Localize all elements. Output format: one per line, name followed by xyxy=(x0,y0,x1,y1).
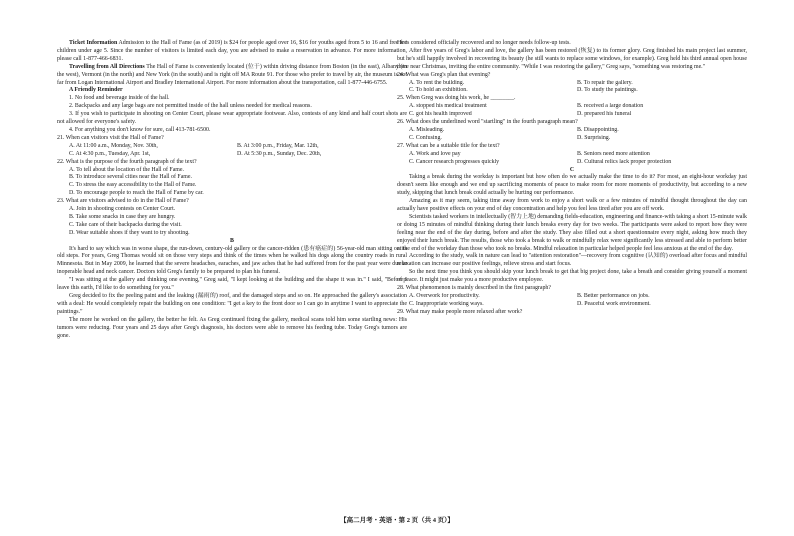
option-b: B. Take some snacks in case they are hungry. xyxy=(69,213,176,220)
passage-b-paragraph: After five years of Greg's labor and love, the gallery has been restored (恢复) to its former glory. Greg finished his main project last summer, but he's still happily involved in recovering its beauty (he still wants to replace some windows, for example). Greg held his third annual open house there near Christmas, inviting the entire community. "While I was restoring the gallery," Greg says, "something was restoring me." xyxy=(397,47,747,70)
passage-c-paragraph: Amazing as it may seem, taking time away from work to enjoy a short walk or a few minutes of mindful thought throughout the day can actually have positive effects on your end of day concentration and help you feel less tired after you are off work. xyxy=(397,198,747,213)
option-d: D. Surprising. xyxy=(577,134,611,141)
option-a: A. Join in shooting contests on Center Court. xyxy=(69,206,176,213)
option-b: B. To introduce several cities near the Hall of Fame. xyxy=(69,174,192,181)
question-24: 24. What was Greg's plan that evening? xyxy=(397,71,491,78)
option-a: A. Overwork for productivity. xyxy=(409,293,480,299)
option-d: D. Peaceful work environment. xyxy=(577,300,651,307)
option-c: C. got his health improved xyxy=(409,111,472,118)
passage-b-paragraph: The more he worked on the gallery, the better he felt. As Greg continued fixing the gallery, medical scans told him some startling news: His tumors were reducing. Four years and 25 days after Greg's diagnosis, his doctors were able to remove his feeding tube. Today Greg's tumors are gone. xyxy=(57,316,407,339)
option-d: D. Cultural relics lack proper protection xyxy=(577,158,672,165)
question-28-options xyxy=(397,293,747,309)
option-b: B. Disappointing. xyxy=(577,126,619,133)
question-21: 21. When can visitors visit the Hall of Fame? xyxy=(57,134,164,141)
travel-heading: Travelling from All Directions xyxy=(69,63,145,70)
option-a: A. stopped his medical treatment xyxy=(409,103,487,110)
option-c: C. Cancer research progresses quickly xyxy=(409,158,500,165)
passage-b-paragraph: "I was sitting at the gallery and thinking one evening," Greg said, "I kept looking at the building and the shape it was in." I said, "Before I leave this earth, I'd like to do something for you." xyxy=(57,277,407,292)
option-b: B. To repair the gallery. xyxy=(577,79,633,86)
reminder-item: 3. If you wish to participate in shooting on Center Court, please wear appropriate footwear. Also, contests of any kind and half court shots are not allowed for everyone's safety. xyxy=(57,111,407,126)
option-a: A. Misleading. xyxy=(409,126,445,133)
passage-c-paragraph: So the next time you think you should skip your lunch break to get that big project done, take a breath and consider giving yourself a moment of peace. It might just make you a more productive employee. xyxy=(397,269,747,284)
question-26-options xyxy=(397,127,747,143)
option-d: D. prepared his funeral xyxy=(577,111,632,118)
passage-c-paragraph: Taking a break during the workday is important but how often do we actually make the time to do it? For most, an eight-hour workday just doesn't seem like enough and we end up sacrificing moments of peace to make room for more moments of productivity, but according to a new study, skipping that lunch break could actually be hurting our performance. xyxy=(397,174,747,197)
option-c: C. At 4:30 p.m., Tuesday, Apr. 1st, xyxy=(69,150,151,157)
option-a: A. At 11:00 a.m., Monday, Nov. 30th, xyxy=(69,142,158,149)
question-27: 27. What can be a suitable title for the text? xyxy=(397,142,500,149)
ticket-paragraph xyxy=(57,40,407,64)
question-21-options xyxy=(57,143,407,159)
right-column xyxy=(397,40,747,317)
question-27-options xyxy=(397,151,747,167)
travel-paragraph xyxy=(57,64,407,88)
passage-b-paragraph: He is considered officially recovered and no longer needs follow-up tests. xyxy=(397,40,571,46)
option-a: A. Work and love pay xyxy=(409,150,461,157)
option-b: B. Seniors need more attention xyxy=(577,150,650,157)
ticket-heading: Ticket Information xyxy=(69,40,118,46)
left-column xyxy=(57,40,407,340)
option-c: C. To stress the easy accessibility to the Hall of Fame. xyxy=(69,182,197,189)
ticket-text: Admission to the Hall of Fame (as of 2019) is $24 for people aged over 16, $16 for youths aged from 5 to 16 and free for children under age 5. Since the number of visitors is limited each day, you are advised to make a reservation in advance. For more information, please call 1-877-466-6831. xyxy=(57,40,407,62)
option-b: B. At 3:00 p.m., Friday, Mar. 12th, xyxy=(237,142,319,149)
option-c: C. Take care of their backpacks during the visit. xyxy=(69,221,182,228)
option-a: A. To rent the building. xyxy=(409,79,465,86)
passage-b-paragraph: It's hard to say which was in worse shape, the run-down, century-old gallery or the cancer-ridden (患有癌症的) 56-year-old man sitting on its old steps. For years, Greg Thomas would sit on those very steps and think of the times when he walked his dogs along the country roads in rural Minnesota. But in May 2009, he learned that the severe headaches, earaches, and jaw aches that he had suffered from for the past year were due to inoperable head and neck cancer. Doctors told Greg's family to be prepared to plan his funeral. xyxy=(57,245,407,276)
reminder-item: 2. Backpacks and any large bags are not permitted inside of the hall unless needed for medical reasons. xyxy=(69,103,312,110)
passage-c-paragraph: According to the study, walk in nature can lead to "attention restoration"—recovery from cognitive (认知的) overload after focus and mindful relaxation can increase our positive feelings, relieve stress and start focus. xyxy=(397,253,747,268)
section-c-title: C xyxy=(569,166,575,173)
reminder-item: 1. No food and beverage inside of the hall. xyxy=(69,95,170,102)
option-a: A. To tell about the location of the Hall of Fame. xyxy=(69,166,184,173)
question-25: 25. When Greg was doing his work, he ________. xyxy=(397,95,516,102)
option-c: C. To hold an exhibition. xyxy=(409,87,468,94)
section-b-title: B xyxy=(230,237,234,244)
reminder-item: 4. For anything you don't know for sure, call 413-781-6500. xyxy=(69,126,211,133)
option-d: D. Wear suitable shoes if they want to try shooting. xyxy=(69,229,190,236)
travel-text: The Hall of Fame is conveniently located (位于) within driving distance from Boston (in the east), Albany (in the west), Vermont (in the north) and New York (in the south) and is right off MA Route 91. For those who prefer to travel by air, the museum is not far from Logan International Airport and Bradley International Airport. For more information about the transportation, call 1-877-446-6755. xyxy=(57,63,407,86)
page-footer: 【高二月考・英语・第 2 页（共 4 页）】 xyxy=(340,517,454,524)
question-28: 28. What phenomenon is mainly described in the first paragraph? xyxy=(397,285,551,292)
option-b: B. Better performance on jobs. xyxy=(577,293,650,299)
option-d: D. To encourage people to reach the Hall of Fame by car. xyxy=(69,190,204,197)
question-24-options xyxy=(397,80,747,96)
option-b: B. received a large donation xyxy=(577,103,644,110)
option-d: D. To study the paintings. xyxy=(577,87,638,94)
question-25-options xyxy=(397,103,747,119)
option-c: C. Confusing. xyxy=(409,134,442,141)
question-26: 26. What does the underlined word "startling" in the fourth paragraph mean? xyxy=(397,119,578,126)
option-c: C. Inappropriate working ways. xyxy=(409,300,484,307)
option-d: D. At 5:30 p.m., Sunday, Dec. 20th, xyxy=(237,150,322,157)
question-22: 22. What is the purpose of the fourth paragraph of the text? xyxy=(57,158,197,165)
passage-b-paragraph: Greg decided to fix the peeling paint and the leaking (漏雨的) roof, and the damaged steps and so on. He approached the gallery's association with a deal: He would completely repair the building on one condition: "I get a key to the front door so I can go in anytime I want to appreciate the paintings." xyxy=(57,293,407,315)
reminder-heading: A Friendly Reminder xyxy=(69,87,123,94)
question-29: 29. What may make people more relaxed after work? xyxy=(397,308,523,315)
question-23: 23. What are visitors advised to do in the Hall of Fame? xyxy=(57,198,189,205)
passage-c-paragraph: Scientists tasked workers in intellectually (智力上地) demanding fields-education, engineering and finance-with taking a short 15-minute walk or doing 15 minutes of mindful thinking during their lunch breaks every day for two weeks. The participants were asked to report how they were feeling near the end of the day during, before and after the study. They also filled out a short questionnaire every night, asking how much they enjoyed their lunch break. The results, those who took a break to walk or mindfully relax were significantly less stressed and able to perform better at the end of the workday than those who took no breaks. Mindful relaxation in particular helped people feel less anxious at the end of the day. xyxy=(397,213,747,252)
